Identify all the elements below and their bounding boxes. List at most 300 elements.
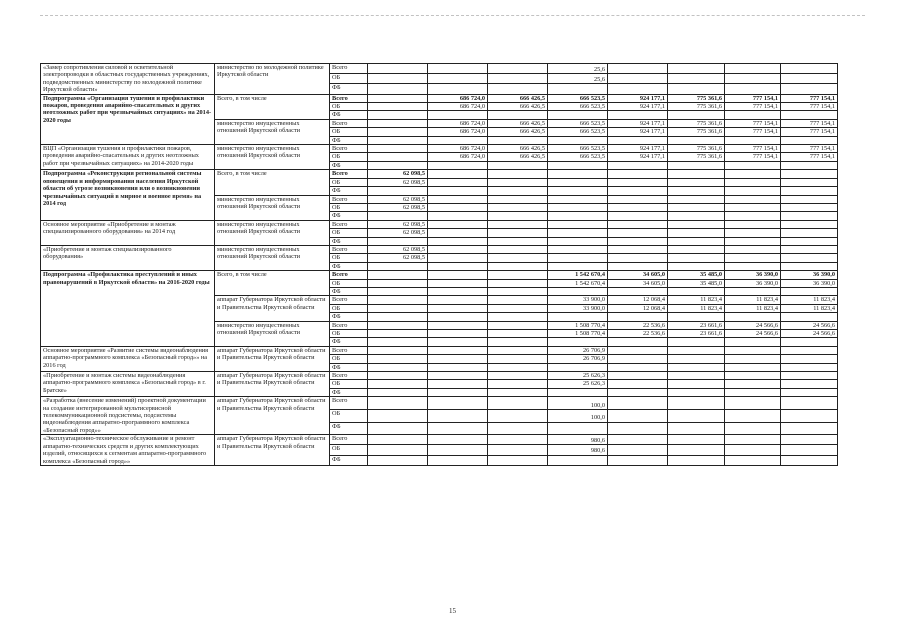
program-name-cell: Подпрограмма «Реконструкция региональной системы оповещения и информирования населения Иркутской области об угрозе возникновения или о возникновении чрезвычайных ситуаций в мирное и военное время» на 2014 год [41, 170, 215, 220]
amount-cell [488, 245, 548, 253]
program-name-cell: Подпрограмма «Профилактика преступлений и иных правонарушений в Иркутской области» на 2016-2020 годы [41, 271, 215, 347]
funding-source-cell: Всего [330, 397, 368, 410]
amount-cell: 11 823,4 [781, 296, 838, 304]
amount-cell [725, 84, 781, 94]
amount-cell [668, 388, 725, 396]
amount-cell: 11 823,4 [668, 304, 725, 312]
amount-cell [548, 287, 608, 295]
amount-cell [725, 161, 781, 169]
amount-cell [608, 355, 668, 363]
amount-cell: 1 542 670,4 [548, 279, 608, 287]
amount-cell [548, 212, 608, 220]
amount-cell [668, 372, 725, 380]
amount-cell: 62 098,5 [368, 195, 428, 203]
amount-cell: 62 098,5 [368, 220, 428, 228]
amount-cell: 666 426,5 [488, 128, 548, 136]
amount-cell: 777 154,1 [725, 94, 781, 102]
amount-cell [781, 380, 838, 388]
amount-cell [725, 178, 781, 186]
amount-cell: 26 706,9 [548, 346, 608, 354]
amount-cell [548, 84, 608, 94]
amount-cell [488, 111, 548, 119]
amount-cell [368, 435, 428, 445]
amount-cell [668, 338, 725, 346]
amount-cell [428, 170, 488, 178]
amount-cell: 36 390,0 [725, 271, 781, 279]
amount-cell [608, 455, 668, 465]
amount-cell [368, 153, 428, 161]
amount-cell: 25,6 [548, 74, 608, 84]
amount-cell [428, 74, 488, 84]
amount-cell [368, 237, 428, 245]
amount-cell [608, 161, 668, 169]
amount-cell [608, 136, 668, 144]
funding-source-cell: ОБ [330, 153, 368, 161]
amount-cell: 22 536,6 [608, 330, 668, 338]
table-row [41, 220, 838, 228]
amount-cell [488, 203, 548, 211]
amount-cell [668, 178, 725, 186]
amount-cell [668, 74, 725, 84]
executor-cell: аппарат Губернатора Иркутской области и Правительства Иркутской области [215, 435, 330, 466]
amount-cell: 666 523,5 [548, 153, 608, 161]
amount-cell: 666 523,5 [548, 94, 608, 102]
amount-cell [428, 178, 488, 186]
amount-cell [608, 64, 668, 74]
amount-cell [368, 422, 428, 435]
amount-cell [488, 388, 548, 396]
amount-cell [668, 220, 725, 228]
amount-cell [725, 397, 781, 410]
amount-cell [428, 380, 488, 388]
amount-cell [781, 422, 838, 435]
amount-cell [548, 262, 608, 270]
funding-source-cell: Всего [330, 220, 368, 228]
amount-cell [781, 136, 838, 144]
amount-cell [725, 355, 781, 363]
amount-cell: 11 823,4 [781, 304, 838, 312]
funding-source-cell: ФБ [330, 237, 368, 245]
amount-cell [428, 254, 488, 262]
amount-cell [668, 262, 725, 270]
amount-cell: 25 626,3 [548, 372, 608, 380]
amount-cell [488, 229, 548, 237]
amount-cell [608, 380, 668, 388]
funding-source-cell: Всего [330, 346, 368, 354]
amount-cell [488, 321, 548, 329]
amount-cell [781, 388, 838, 396]
amount-cell [781, 355, 838, 363]
amount-cell [608, 372, 668, 380]
executor-cell: министерство имущественных отношений Иркутской области [215, 220, 330, 245]
amount-cell [725, 203, 781, 211]
amount-cell: 980,6 [548, 435, 608, 445]
amount-cell [548, 245, 608, 253]
funding-source-cell: ОБ [330, 304, 368, 312]
amount-cell [428, 445, 488, 455]
amount-cell [608, 220, 668, 228]
amount-cell [368, 355, 428, 363]
amount-cell [368, 187, 428, 195]
amount-cell [608, 254, 668, 262]
amount-cell [608, 237, 668, 245]
executor-cell: Всего, в том числе [215, 94, 330, 119]
funding-source-cell: Всего [330, 64, 368, 74]
funding-source-cell: ФБ [330, 262, 368, 270]
amount-cell [725, 445, 781, 455]
amount-cell [488, 271, 548, 279]
funding-source-cell: ФБ [330, 388, 368, 396]
amount-cell [548, 195, 608, 203]
amount-cell: 23 661,6 [668, 321, 725, 329]
funding-source-cell: ОБ [330, 74, 368, 84]
amount-cell [608, 363, 668, 371]
amount-cell [368, 262, 428, 270]
amount-cell [725, 372, 781, 380]
funding-source-cell: ОБ [330, 103, 368, 111]
amount-cell: 24 566,6 [781, 330, 838, 338]
amount-cell [668, 422, 725, 435]
amount-cell [725, 363, 781, 371]
amount-cell [668, 313, 725, 321]
amount-cell [488, 279, 548, 287]
amount-cell [488, 313, 548, 321]
executor-cell: министерство имущественных отношений Иркутской области [215, 245, 330, 270]
amount-cell: 777 154,1 [781, 128, 838, 136]
amount-cell: 924 177,1 [608, 153, 668, 161]
amount-cell: 777 154,1 [725, 128, 781, 136]
amount-cell [488, 372, 548, 380]
amount-cell [668, 445, 725, 455]
amount-cell [428, 321, 488, 329]
amount-cell: 26 706,9 [548, 355, 608, 363]
amount-cell: 666 426,5 [488, 94, 548, 102]
amount-cell [368, 445, 428, 455]
amount-cell [668, 355, 725, 363]
amount-cell: 100,0 [548, 409, 608, 422]
amount-cell: 36 390,0 [781, 279, 838, 287]
amount-cell [428, 220, 488, 228]
funding-source-cell: ФБ [330, 212, 368, 220]
amount-cell [428, 187, 488, 195]
amount-cell: 666 523,5 [548, 145, 608, 153]
amount-cell: 686 724,0 [428, 145, 488, 153]
amount-cell: 924 177,1 [608, 128, 668, 136]
amount-cell [428, 372, 488, 380]
amount-cell [488, 262, 548, 270]
amount-cell: 100,0 [548, 397, 608, 410]
amount-cell [781, 161, 838, 169]
amount-cell [488, 212, 548, 220]
amount-cell [725, 287, 781, 295]
amount-cell [781, 287, 838, 295]
amount-cell [428, 397, 488, 410]
amount-cell [488, 409, 548, 422]
amount-cell: 62 098,5 [368, 245, 428, 253]
amount-cell [781, 445, 838, 455]
amount-cell [488, 195, 548, 203]
amount-cell [488, 161, 548, 169]
executor-cell: министерство по молодежной политике Иркутской области [215, 64, 330, 95]
amount-cell: 33 900,0 [548, 304, 608, 312]
table-row [41, 145, 838, 153]
amount-cell [781, 84, 838, 94]
amount-cell: 35 485,0 [668, 279, 725, 287]
amount-cell [488, 422, 548, 435]
amount-cell: 1 542 670,4 [548, 271, 608, 279]
amount-cell: 62 098,5 [368, 178, 428, 186]
amount-cell: 777 154,1 [781, 145, 838, 153]
amount-cell: 666 523,5 [548, 128, 608, 136]
amount-cell: 34 605,0 [608, 279, 668, 287]
amount-cell: 11 823,4 [725, 304, 781, 312]
amount-cell [725, 422, 781, 435]
amount-cell [428, 346, 488, 354]
amount-cell [608, 422, 668, 435]
amount-cell [781, 409, 838, 422]
amount-cell [368, 136, 428, 144]
amount-cell [428, 435, 488, 445]
amount-cell [368, 279, 428, 287]
amount-cell [608, 187, 668, 195]
executor-cell: Всего, в том числе [215, 271, 330, 296]
amount-cell [548, 388, 608, 396]
funding-source-cell: ОБ [330, 203, 368, 211]
amount-cell: 777 154,1 [781, 94, 838, 102]
amount-cell [608, 409, 668, 422]
amount-cell [428, 355, 488, 363]
amount-cell: 686 724,0 [428, 94, 488, 102]
amount-cell [428, 195, 488, 203]
amount-cell [608, 346, 668, 354]
amount-cell: 62 098,5 [368, 254, 428, 262]
amount-cell [725, 245, 781, 253]
table-body [41, 64, 838, 466]
amount-cell [428, 262, 488, 270]
executor-cell: министерство имущественных отношений Иркутской области [215, 145, 330, 170]
amount-cell [428, 338, 488, 346]
amount-cell [608, 388, 668, 396]
funding-source-cell: ФБ [330, 111, 368, 119]
funding-source-cell: ОБ [330, 409, 368, 422]
amount-cell [608, 313, 668, 321]
page-number: 15 [449, 607, 456, 615]
amount-cell [548, 363, 608, 371]
amount-cell: 666 426,5 [488, 145, 548, 153]
amount-cell [548, 229, 608, 237]
amount-cell [668, 346, 725, 354]
amount-cell [548, 136, 608, 144]
amount-cell [548, 178, 608, 186]
amount-cell [548, 313, 608, 321]
amount-cell [781, 111, 838, 119]
amount-cell [428, 84, 488, 94]
amount-cell: 1 508 770,4 [548, 321, 608, 329]
amount-cell [488, 330, 548, 338]
amount-cell [725, 237, 781, 245]
program-name-cell: «Приобретение и монтаж специализированного оборудования» [41, 245, 215, 270]
amount-cell [781, 203, 838, 211]
amount-cell: 62 098,5 [368, 229, 428, 237]
amount-cell [428, 111, 488, 119]
amount-cell [668, 455, 725, 465]
amount-cell [725, 435, 781, 445]
amount-cell [668, 380, 725, 388]
amount-cell: 36 390,0 [725, 279, 781, 287]
program-name-cell: ВЦП «Организация тушения и профилактики пожаров, проведения аварийно-спасательных и других неотложных работ при чрезвычайных ситуациях» на 2014-2020 годы [41, 145, 215, 170]
amount-cell: 775 361,6 [668, 153, 725, 161]
amount-cell [668, 203, 725, 211]
amount-cell: 25,6 [548, 64, 608, 74]
amount-cell [428, 287, 488, 295]
executor-cell: аппарат Губернатора Иркутской области и Правительства Иркутской области [215, 397, 330, 435]
funding-source-cell: Всего [330, 372, 368, 380]
amount-cell [488, 220, 548, 228]
amount-cell [608, 262, 668, 270]
amount-cell: 980,6 [548, 445, 608, 455]
amount-cell [781, 170, 838, 178]
table-row [41, 64, 838, 74]
funding-source-cell: ОБ [330, 279, 368, 287]
amount-cell: 24 566,6 [725, 321, 781, 329]
program-name-cell: «Эксплуатационно-техническое обслуживание и ремонт аппаратно-технических средств и других комплектующих изделий, относящихся к сегментам аппаратно-программного комплекса «Безопасный город»» [41, 435, 215, 466]
amount-cell [488, 170, 548, 178]
funding-source-cell: ОБ [330, 178, 368, 186]
amount-cell [428, 161, 488, 169]
amount-cell [781, 254, 838, 262]
amount-cell [488, 397, 548, 410]
executor-cell: министерство имущественных отношений Иркутской области [215, 195, 330, 220]
table-row [41, 271, 838, 279]
amount-cell: 34 605,0 [608, 271, 668, 279]
amount-cell [781, 363, 838, 371]
amount-cell [668, 229, 725, 237]
funding-source-cell: ФБ [330, 363, 368, 371]
amount-cell [608, 195, 668, 203]
amount-cell [725, 195, 781, 203]
amount-cell [725, 313, 781, 321]
amount-cell [608, 178, 668, 186]
amount-cell: 777 154,1 [725, 119, 781, 127]
funding-source-cell: Всего [330, 245, 368, 253]
amount-cell [608, 111, 668, 119]
executor-cell: аппарат Губернатора Иркутской области и Правительства Иркутской области [215, 296, 330, 321]
amount-cell [608, 203, 668, 211]
amount-cell: 25 626,3 [548, 380, 608, 388]
amount-cell: 924 177,1 [608, 119, 668, 127]
amount-cell: 777 154,1 [725, 153, 781, 161]
funding-source-cell: ФБ [330, 136, 368, 144]
amount-cell: 775 361,6 [668, 145, 725, 153]
funding-source-cell: ФБ [330, 287, 368, 295]
amount-cell: 36 390,0 [781, 271, 838, 279]
amount-cell [368, 313, 428, 321]
amount-cell [488, 237, 548, 245]
funding-source-cell: ФБ [330, 313, 368, 321]
program-name-cell: Основное мероприятие «Развитие системы видеонаблюдения аппаратно-программного комплекса «Безопасный город»» на 2016 год [41, 346, 215, 371]
amount-cell: 666 426,5 [488, 103, 548, 111]
amount-cell [608, 84, 668, 94]
funding-source-cell: ОБ [330, 128, 368, 136]
amount-cell [548, 203, 608, 211]
amount-cell: 924 177,1 [608, 103, 668, 111]
amount-cell [428, 455, 488, 465]
amount-cell [781, 64, 838, 74]
amount-cell [781, 262, 838, 270]
funding-source-cell: ФБ [330, 84, 368, 94]
amount-cell [608, 287, 668, 295]
amount-cell [668, 136, 725, 144]
amount-cell [428, 203, 488, 211]
amount-cell [368, 74, 428, 84]
program-name-cell: Основное мероприятие «Приобретение и монтаж специализированного оборудования» на 2014 год [41, 220, 215, 245]
amount-cell [725, 229, 781, 237]
table-row [41, 94, 838, 102]
table-row [41, 435, 838, 445]
amount-cell [781, 229, 838, 237]
amount-cell [725, 74, 781, 84]
amount-cell [488, 445, 548, 455]
amount-cell [488, 455, 548, 465]
amount-cell [781, 397, 838, 410]
amount-cell [781, 212, 838, 220]
amount-cell: 62 098,5 [368, 203, 428, 211]
amount-cell [368, 397, 428, 410]
amount-cell [368, 161, 428, 169]
funding-source-cell: Всего [330, 271, 368, 279]
amount-cell [725, 136, 781, 144]
amount-cell: 24 566,6 [781, 321, 838, 329]
amount-cell [488, 187, 548, 195]
amount-cell [668, 237, 725, 245]
amount-cell [368, 346, 428, 354]
amount-cell [428, 245, 488, 253]
amount-cell [608, 435, 668, 445]
amount-cell [488, 74, 548, 84]
budget-table [40, 63, 838, 466]
amount-cell [368, 321, 428, 329]
amount-cell [488, 64, 548, 74]
amount-cell: 12 068,4 [608, 304, 668, 312]
amount-cell [428, 296, 488, 304]
funding-source-cell: Всего [330, 296, 368, 304]
amount-cell [608, 445, 668, 455]
amount-cell [725, 220, 781, 228]
amount-cell: 33 900,0 [548, 296, 608, 304]
amount-cell [428, 409, 488, 422]
amount-cell [781, 187, 838, 195]
funding-source-cell: Всего [330, 94, 368, 102]
amount-cell [368, 271, 428, 279]
funding-source-cell: ОБ [330, 380, 368, 388]
amount-cell [368, 330, 428, 338]
amount-cell [725, 388, 781, 396]
amount-cell: 777 154,1 [725, 145, 781, 153]
amount-cell [725, 338, 781, 346]
amount-cell [368, 119, 428, 127]
amount-cell [428, 330, 488, 338]
funding-source-cell: ОБ [330, 254, 368, 262]
amount-cell [608, 74, 668, 84]
amount-cell [608, 170, 668, 178]
amount-cell [368, 111, 428, 119]
amount-cell: 62 098,5 [368, 170, 428, 178]
amount-cell [428, 279, 488, 287]
amount-cell [548, 422, 608, 435]
amount-cell [725, 212, 781, 220]
amount-cell [781, 435, 838, 445]
amount-cell [368, 103, 428, 111]
